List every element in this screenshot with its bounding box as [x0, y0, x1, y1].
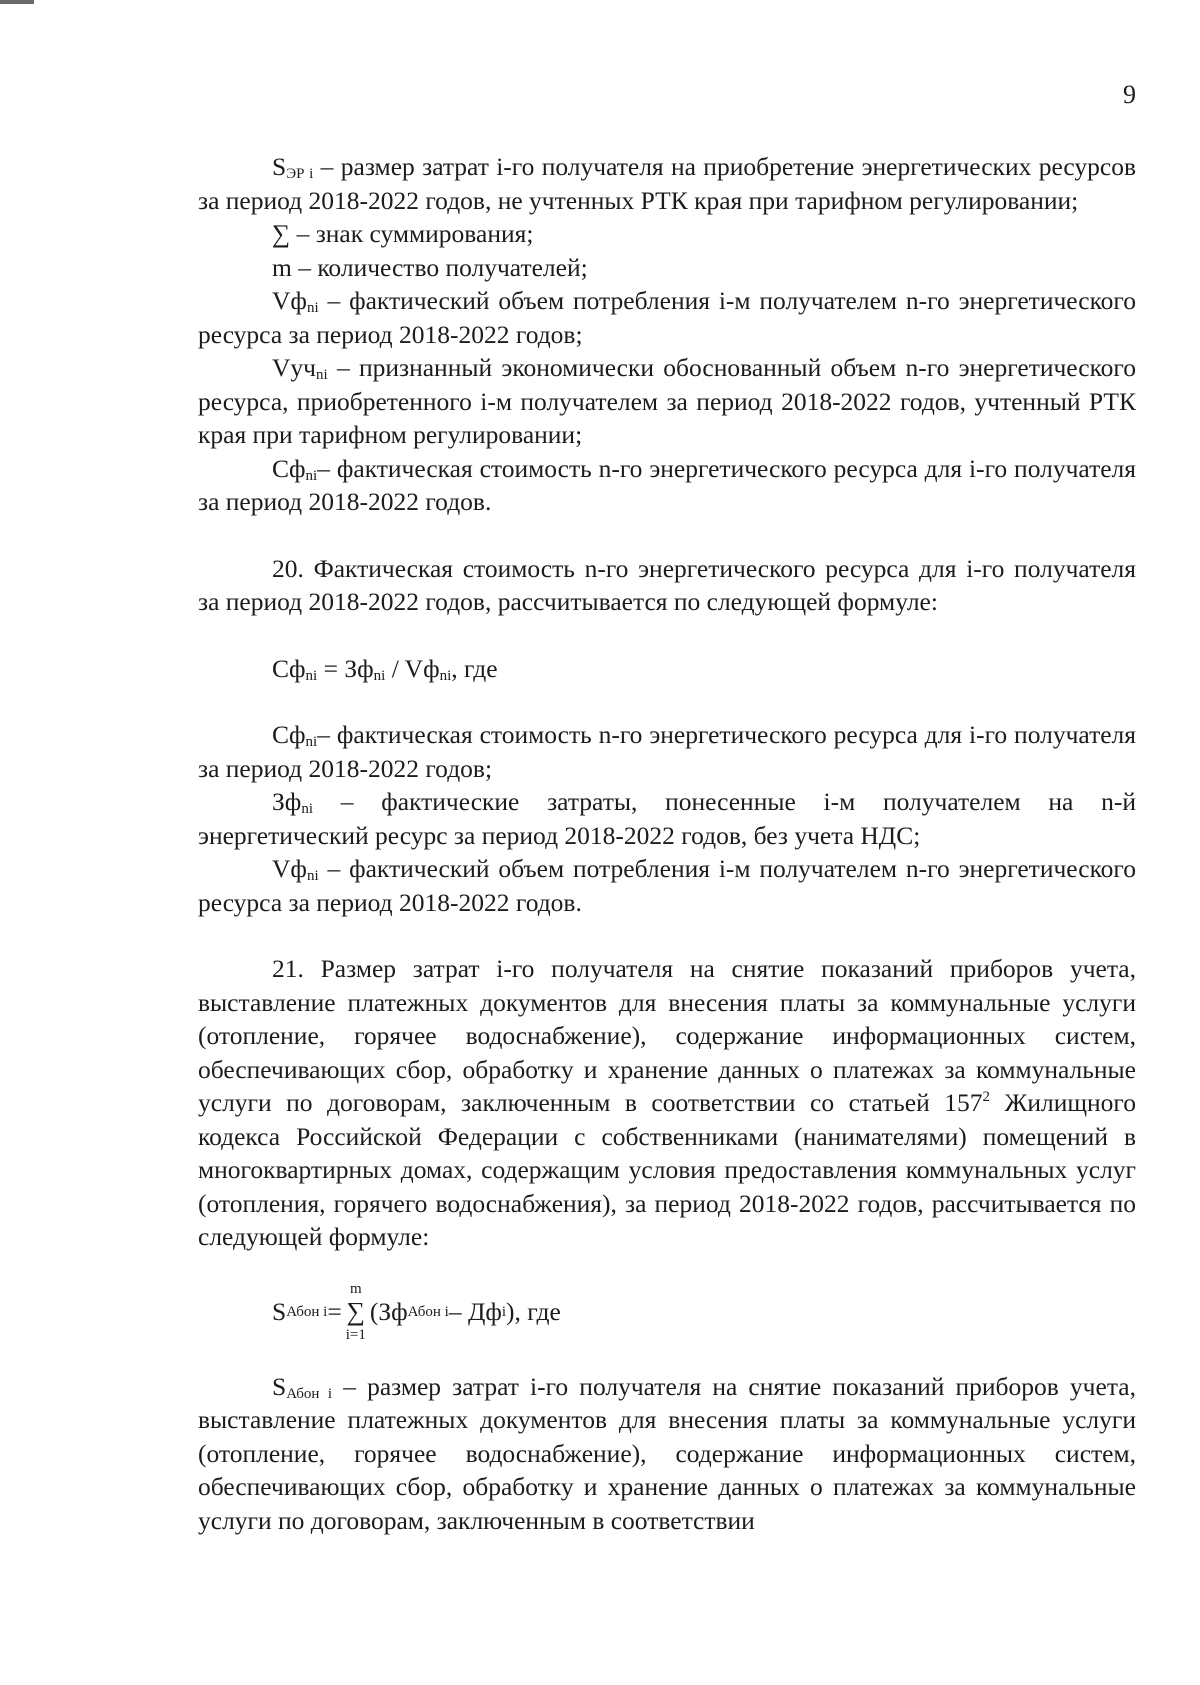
summation-block — [346, 1280, 366, 1344]
formula-c: Сф — [272, 653, 306, 683]
section-21-paragraph — [198, 952, 1136, 1254]
definition-sum-sign — [198, 217, 1136, 251]
subscript: ni — [305, 467, 318, 484]
symbol: S — [272, 152, 287, 181]
formula-s: S — [272, 1296, 287, 1326]
formula-d: – Дф — [448, 1296, 502, 1326]
definition-c-f-2 — [198, 718, 1136, 785]
summation-lower-limit: i=1 — [345, 1326, 366, 1343]
formula-z: (Зф — [369, 1296, 408, 1326]
formula-z-sub: ni — [373, 667, 386, 684]
definition-text: – фактический объем потребления i-м получателем n-го энергетического ресурса за период 2018-2022 годов; — [198, 286, 1136, 349]
section-21-text-before: 21. Размер затрат i-го получателя на снятие показаний приборов учета, выставление платежных документов для внесения платы за коммунальные услуги (отопление, горячее водоснабжение), содержание информационных систем, обеспечивающих сбор, обработку и хранение данных о платежах за коммунальные услуги по договорам, заключенным в соответствии со статьей 157 — [198, 954, 1136, 1117]
definition-c-f — [198, 452, 1136, 519]
formula-tail: ), где — [506, 1296, 561, 1326]
symbol: Vф — [272, 854, 307, 883]
definition-text: – размер затрат i-го получателя на снятие показаний приборов учета, выставление платежных документов для внесения платы за коммунальные услуги (отопление, горячее водоснабжение), содержание информационных систем, обеспечивающих сбор, обработку и хранение данных о платежах за коммунальные услуги по договорам, заключенным в соответствии — [198, 1371, 1136, 1535]
definition-m — [198, 251, 1136, 285]
subscript: ni — [305, 734, 318, 750]
definition-text: – признанный экономически обоснованный объем n-го энергетического ресурса, приобретенного i-м получателем за период 2018-2022 годов, учтенный РТК края при тарифном регулировании; — [198, 353, 1136, 449]
section-20-paragraph: 20. Фактическая стоимость n-го энергетического ресурса для i-го получателя за период 2018-2022 годов, рассчитывается по следующей формуле: — [198, 553, 1136, 616]
scan-corner-mark — [0, 0, 34, 4]
definition-text: – фактический объем потребления i-м получателем n-го энергетического ресурса за период 2018-2022 годов. — [198, 854, 1136, 917]
symbol: Зф — [272, 787, 302, 816]
subscript: ni — [306, 300, 319, 316]
formula-eq: = Зф — [317, 653, 374, 683]
definition-s-er — [198, 150, 1136, 217]
subscript: Абон i — [286, 1385, 333, 1402]
definition-text: m – количество получателей; — [272, 252, 588, 282]
symbol: Vф — [272, 286, 307, 315]
definition-text: – фактическая стоимость n-го энергетического ресурса для i-го получателя за период 2018-2022 годов. — [198, 453, 1136, 516]
symbol: Сф — [272, 453, 306, 483]
formula-c-sub: ni — [305, 667, 318, 684]
symbol: Сф — [272, 720, 306, 749]
subscript: ЭР i — [286, 166, 314, 182]
document-body — [198, 150, 1136, 1537]
section-21-text-after: Жилищного кодекса Российской Федерации с собственниками (нанимателями) помещений в многоквартирных домах, содержащим условия предоставления коммунальных услуг (отопления, горячего водоснабжения), за период 2018-2022 годов, рассчитывается по следующей формуле: — [198, 1088, 1136, 1251]
definition-z-f — [198, 785, 1136, 852]
definition-s-abon — [198, 1370, 1136, 1538]
definition-text: – размер затрат i-го получателя на приобретение энергетических ресурсов за период 2018-2022 годов, не учтенных РТК края при тарифном регулировании; — [198, 152, 1136, 215]
summation-upper-limit: m — [349, 1280, 362, 1297]
article-superscript: 2 — [982, 1089, 990, 1105]
subscript: ni — [306, 868, 319, 884]
definition-text: – фактические затраты, понесенные i-м получателем на n-й энергетический ресурс за период 2018-2022 годов, без учета НДС; — [198, 787, 1136, 850]
definition-v-f — [198, 284, 1136, 351]
subscript: ni — [316, 367, 328, 383]
formula-abon: S Абон i = m ∑ i=1 (Зф Абон i – Дф i ), где — [272, 1280, 561, 1343]
symbol: S — [272, 1371, 287, 1401]
formula-v-sub: ni — [439, 667, 452, 684]
definition-v-f-2 — [198, 852, 1136, 919]
summation-sign: ∑ — [346, 1296, 366, 1326]
formula-cost — [198, 652, 1136, 686]
definition-v-uch — [198, 351, 1136, 452]
subscript: ni — [301, 801, 313, 817]
definition-text: – знак суммирования; — [290, 219, 534, 248]
definition-text: – фактическая стоимость n-го энергетического ресурса для i-го получателя за период 2018-2022 годов; — [198, 720, 1136, 783]
symbol: Vуч — [272, 353, 316, 382]
sum-symbol: ∑ — [272, 219, 291, 248]
formula-eq: = — [327, 1296, 342, 1326]
formula-tail: , где — [451, 653, 498, 683]
page-number: 9 — [1123, 80, 1136, 109]
formula-div: / Vф — [385, 653, 440, 683]
